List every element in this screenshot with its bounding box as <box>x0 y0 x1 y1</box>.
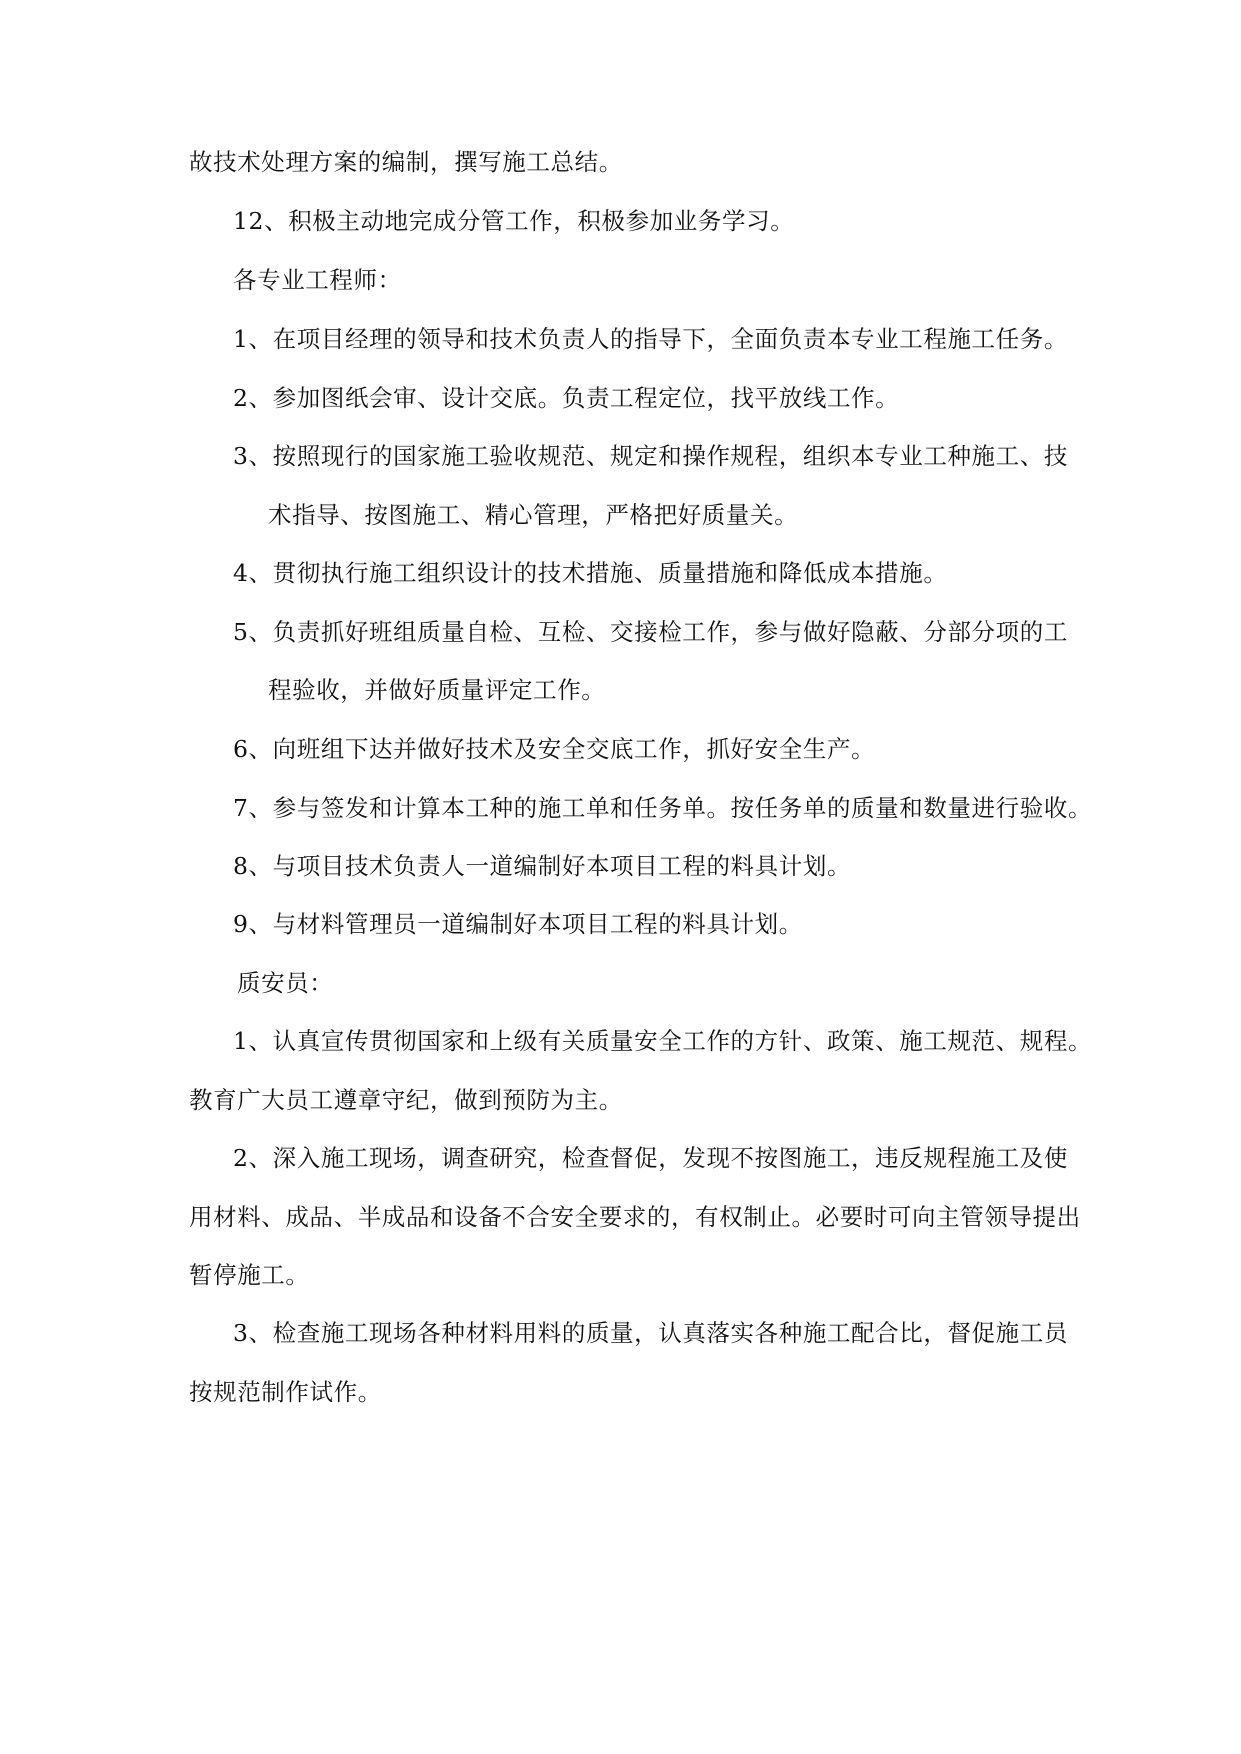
section-heading-engineers: 各专业工程师： <box>233 266 402 294</box>
list-item: 7、参与签发和计算本工种的施工单和任务单。按任务单的质量和数量进行验收。 <box>233 794 1093 822</box>
section-heading-quality-safety: 质安员： <box>237 969 334 997</box>
list-item: 2、深入施工现场，调查研究，检查督促，发现不按图施工，违反规程施工及使 <box>233 1144 1068 1172</box>
list-item: 3、检查施工现场各种材料用料的质量，认真落实各种施工配合比，督促施工员 <box>233 1319 1068 1347</box>
list-item: 1、在项目经理的领导和技术负责人的指导下，全面负责本专业工程施工任务。 <box>233 325 1068 353</box>
list-item: 1、认真宣传贯彻国家和上级有关质量安全工作的方针、政策、施工规范、规程。 <box>233 1027 1093 1055</box>
list-item-continuation: 术指导、按图施工、精心管理，严格把好质量关。 <box>268 501 799 529</box>
list-item: 3、按照现行的国家施工验收规范、规定和操作规程，组织本专业工种施工、技 <box>233 442 1068 470</box>
list-item: 8、与项目技术负责人一道编制好本项目工程的料具计划。 <box>233 852 852 880</box>
list-item-continuation: 教育广大员工遵章守纪，做到预防为主。 <box>189 1086 623 1114</box>
list-item: 9、与材料管理员一道编制好本项目工程的料具计划。 <box>233 910 803 938</box>
text-line: 故技术处理方案的编制，撰写施工总结。 <box>189 148 623 176</box>
list-item: 6、向班组下达并做好技术及安全交底工作，抓好安全生产。 <box>233 735 876 763</box>
list-item-continuation: 用材料、成品、半成品和设备不合安全要求的，有权制止。必要时可向主管领导提出 <box>189 1203 1081 1231</box>
list-item-continuation: 程验收，并做好质量评定工作。 <box>268 676 606 704</box>
list-item: 4、贯彻执行施工组织设计的技术措施、质量措施和降低成本措施。 <box>233 559 948 587</box>
text-line: 12、积极主动地完成分管工作，积极参加业务学习。 <box>233 207 795 235</box>
list-item: 5、负责抓好班组质量自检、互检、交接检工作，参与做好隐蔽、分部分项的工 <box>233 618 1068 646</box>
list-item-continuation: 暂停施工。 <box>189 1261 310 1289</box>
list-item: 2、参加图纸会审、设计交底。负责工程定位，找平放线工作。 <box>233 384 900 412</box>
list-item-continuation: 按规范制作试作。 <box>189 1378 382 1406</box>
